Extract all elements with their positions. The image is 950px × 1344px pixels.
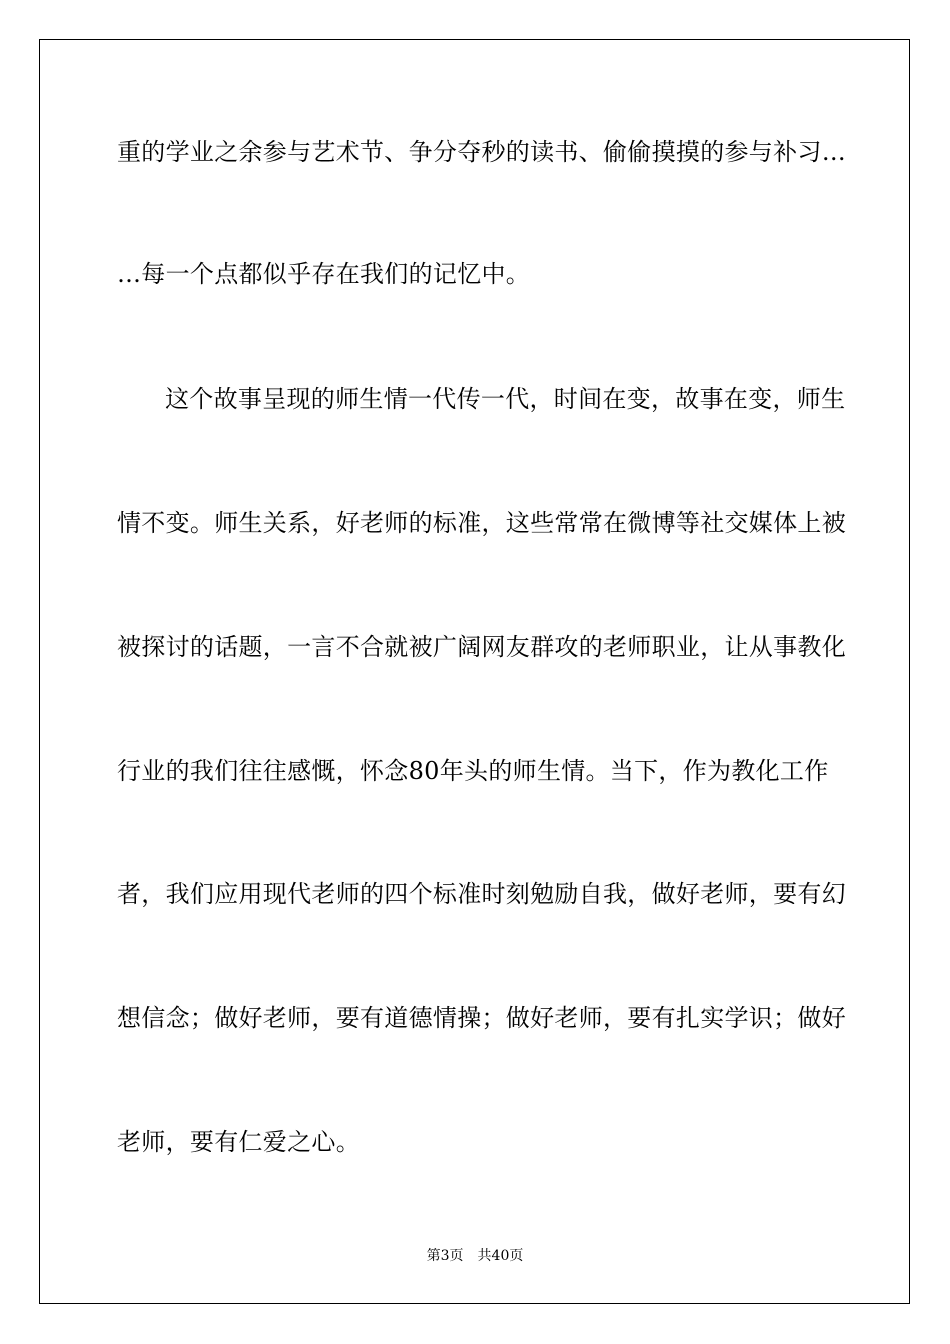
paragraph-line: 重的学业之余参与艺术节、争分夺秒的读书、偷偷摸摸的参与补习… (117, 138, 846, 166)
paragraph-line: 情不变。师生关系，好老师的标准，这些常常在微博等社交媒体上被 (117, 509, 846, 537)
paragraph-line: 老师，要有仁爱之心。 (117, 1128, 360, 1156)
total-pages: 共40页 (477, 1248, 524, 1264)
paragraph-line: 行业的我们往往感慨，怀念80年头的师生情。当下，作为教化工作 (117, 757, 829, 785)
page-number: 第3页 (426, 1248, 464, 1264)
paragraph-line: …每一个点都似乎存在我们的记忆中。 (117, 260, 531, 288)
paragraph-line: 这个故事呈现的师生情一代传一代，时间在变，故事在变，师生 (165, 385, 846, 413)
paragraph-line: 者，我们应用现代老师的四个标准时刻勉励自我，做好老师，要有幻 (117, 880, 846, 908)
page-footer (0, 1247, 950, 1265)
page-frame (39, 39, 910, 1304)
paragraph-line: 想信念；做好老师，要有道德情操；做好老师，要有扎实学识；做好 (117, 1004, 846, 1032)
paragraph-line: 被探讨的话题，一言不合就被广阔网友群攻的老师职业，让从事教化 (117, 633, 846, 661)
